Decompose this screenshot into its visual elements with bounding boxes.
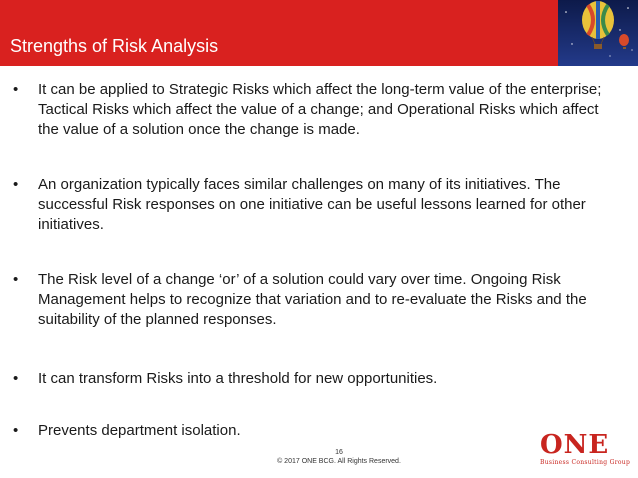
bullet-marker: •	[13, 370, 19, 387]
bullet-text: It can transform Risks into a threshold for new opportunities.	[38, 370, 438, 387]
bullet-text: The Risk level of a change ‘or’ of a solution could vary over time. Ongoing Risk Management helps to recognize that variation and to re-evaluate the Risks and the suitability of the planned responses.	[38, 271, 587, 328]
hot-air-balloon-image	[558, 0, 638, 66]
company-logo	[540, 430, 632, 472]
bullet-marker: •	[13, 176, 19, 193]
hot-air-balloons-icon	[558, 0, 638, 66]
bullet-marker: •	[13, 81, 19, 98]
bullet-marker: •	[13, 422, 19, 439]
page-number: 16	[335, 449, 343, 456]
logo-tagline: Business Consulting Group	[540, 459, 631, 466]
bullet-marker: •	[13, 271, 19, 288]
slide-header	[0, 0, 638, 66]
logo-wordmark: ONE	[540, 430, 610, 460]
bullet-text: Prevents department isolation.	[38, 422, 241, 439]
copyright-notice: © 2017 ONE BCG. All Rights Reserved.	[277, 458, 401, 465]
bullet-text: It can be applied to Strategic Risks which affect the long-term value of the enterprise; Tactical Risks which affect the value of a change; and Operational Risks which affect the value of a solution once the change is made.	[38, 81, 602, 138]
bullet-text: An organization typically faces similar challenges on many of its initiatives. The successful Risk responses on one initiative can be useful lessons learned for other initiatives.	[38, 176, 586, 233]
slide-title: Strengths of Risk Analysis	[10, 36, 219, 56]
